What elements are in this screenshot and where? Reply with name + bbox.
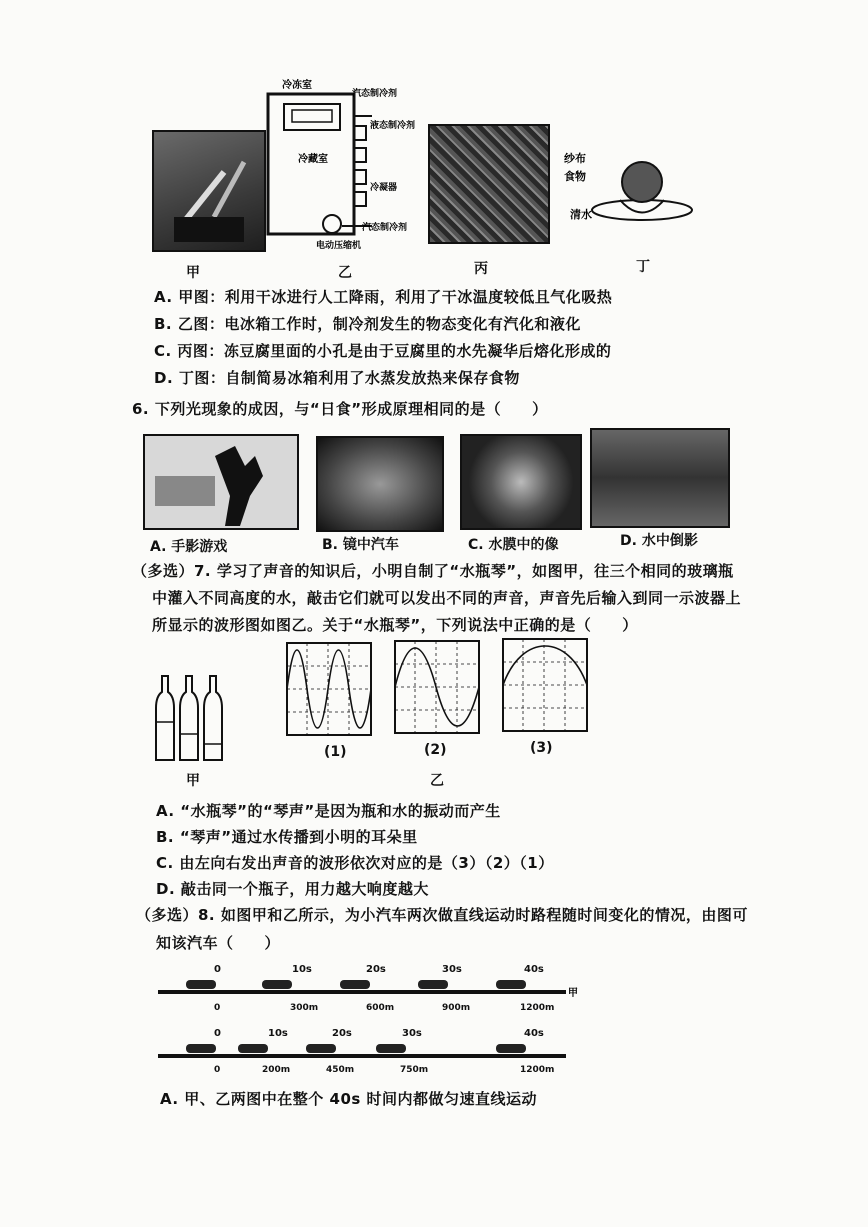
- car-icon: [340, 980, 370, 989]
- jia-time-20: 20s: [366, 964, 386, 975]
- label-condenser: 冷凝器: [370, 183, 398, 193]
- figure-label-ding: 丁: [636, 259, 650, 275]
- jia-dist-300: 300m: [290, 1003, 319, 1013]
- q6-stem: 6. 下列光现象的成因，与“日食”形成原理相同的是（ ）: [132, 400, 548, 418]
- jia-track-name: 甲: [568, 988, 578, 999]
- figure-label-yi: 乙: [338, 265, 352, 281]
- jia-time-10: 10s: [292, 964, 312, 975]
- q7-fig-yi-label: 乙: [430, 773, 444, 789]
- car-icon: [262, 980, 292, 989]
- q5-option-d: D. 丁图：自制简易冰箱利用了水蒸发放热来保存食物: [154, 369, 520, 387]
- label-fridge: 冷藏室: [298, 154, 328, 165]
- jia-dist-0: 0: [214, 1003, 221, 1013]
- jia-time-40: 40s: [524, 964, 544, 975]
- q7-waveform-3: [502, 638, 588, 732]
- jia-dist-900: 900m: [442, 1003, 471, 1013]
- q7-option-c: C. 由左向右发出声音的波形依次对应的是（3）（2）（1）: [156, 854, 554, 872]
- q5-option-c: C. 丙图：冻豆腐里面的小孔是由于豆腐里的水先凝华后熔化形成的: [154, 342, 612, 360]
- yi-dist-450: 450m: [326, 1065, 355, 1075]
- yi-dist-0: 0: [214, 1065, 221, 1075]
- jia-dist-1200: 1200m: [520, 1003, 555, 1013]
- figure-ding-simple-fridge: [560, 150, 700, 230]
- q8-stem-line-1: （多选）8. 如图甲和乙所示，为小汽车两次做直线运动时路程随时间变化的情况，由图可: [136, 906, 748, 924]
- q7-stem-line-1: （多选）7. 学习了声音的知识后，小明自制了“水瓶琴”，如图甲，往三个相同的玻璃瓶: [132, 562, 734, 580]
- q7-option-d: D. 敲击同一个瓶子，用力越大响度越大: [156, 880, 429, 898]
- label-food: 食物: [564, 170, 586, 183]
- jia-time-30: 30s: [442, 964, 462, 975]
- q6-image-water-reflection: [590, 428, 730, 528]
- cannon-image: [154, 132, 264, 250]
- q6-caption-a: A. 手影游戏: [150, 539, 228, 555]
- jia-dist-600: 600m: [366, 1003, 395, 1013]
- q7-bottles-figure: [150, 672, 230, 762]
- yi-dist-200: 200m: [262, 1065, 291, 1075]
- figure-bing-tofu-photo: [428, 124, 550, 244]
- label-vapor-bottom: 汽态制冷剂: [362, 223, 408, 233]
- yi-time-40: 40s: [524, 1028, 544, 1039]
- q7-fig-jia-label: 甲: [186, 773, 200, 789]
- q7-waveform-1: [286, 642, 372, 736]
- car-icon: [186, 1044, 216, 1053]
- label-compressor: 电动压缩机: [316, 241, 362, 251]
- yi-dist-1200: 1200m: [520, 1065, 555, 1075]
- label-liquid: 液态制冷剂: [370, 121, 416, 131]
- car-icon: [496, 980, 526, 989]
- q6-image-mirror-car: [316, 436, 444, 532]
- q6-caption-b: B. 镜中汽车: [322, 537, 399, 553]
- yi-time-0: 0: [214, 1028, 221, 1039]
- q7-option-a: A. “水瓶琴”的“琴声”是因为瓶和水的振动而产生: [156, 802, 501, 820]
- figure-label-jia: 甲: [186, 265, 200, 281]
- yi-time-30: 30s: [402, 1028, 422, 1039]
- q7-wave-label-1: (1): [324, 744, 347, 760]
- label-vapor-top: 汽态制冷剂: [352, 89, 398, 99]
- q8-option-a: A. 甲、乙两图中在整个 40s 时间内都做匀速直线运动: [160, 1090, 538, 1108]
- q6-caption-d: D. 水中倒影: [620, 533, 698, 549]
- q8-track-jia: [150, 958, 590, 1020]
- yi-time-20: 20s: [332, 1028, 352, 1039]
- q6-image-water-film: [460, 434, 582, 530]
- yi-time-10: 10s: [268, 1028, 288, 1039]
- label-gauze: 纱布: [564, 152, 586, 165]
- car-icon: [496, 1044, 526, 1053]
- figure-jia-rain-photo: [152, 130, 266, 252]
- q7-option-b: B. “琴声”通过水传播到小明的耳朵里: [156, 828, 418, 846]
- q5-option-b: B. 乙图：电冰箱工作时，制冷剂发生的物态变化有汽化和液化: [154, 315, 581, 333]
- q7-stem-line-3: 所显示的波形图如图乙。关于“水瓶琴”，下列说法中正确的是（ ）: [152, 616, 638, 634]
- q7-wave-label-3: (3): [530, 740, 553, 756]
- yi-dist-750: 750m: [400, 1065, 429, 1075]
- car-icon: [376, 1044, 406, 1053]
- q5-option-a: A. 甲图：利用干冰进行人工降雨，利用了干冰温度较低且气化吸热: [154, 288, 613, 306]
- q8-track-yi: [150, 1022, 590, 1078]
- car-icon: [186, 980, 216, 989]
- car-icon: [418, 980, 448, 989]
- car-icon: [238, 1044, 268, 1053]
- figure-label-bing: 丙: [474, 261, 488, 277]
- car-icon: [306, 1044, 336, 1053]
- jia-time-0: 0: [214, 964, 221, 975]
- q7-stem-line-2: 中灌入不同高度的水，敲击它们就可以发出不同的声音，声音先后输入到同一示波器上: [152, 589, 742, 607]
- fridge-diagram: [262, 76, 422, 256]
- q8-stem-line-2: 知该汽车（ ）: [156, 934, 281, 952]
- q6-caption-c: C. 水膜中的像: [468, 537, 559, 553]
- label-water: 清水: [570, 208, 592, 221]
- label-freezer: 冷冻室: [282, 80, 312, 91]
- q6-image-shadow-play: [143, 434, 299, 530]
- q7-wave-label-2: (2): [424, 742, 447, 758]
- q7-waveform-2: [394, 640, 480, 734]
